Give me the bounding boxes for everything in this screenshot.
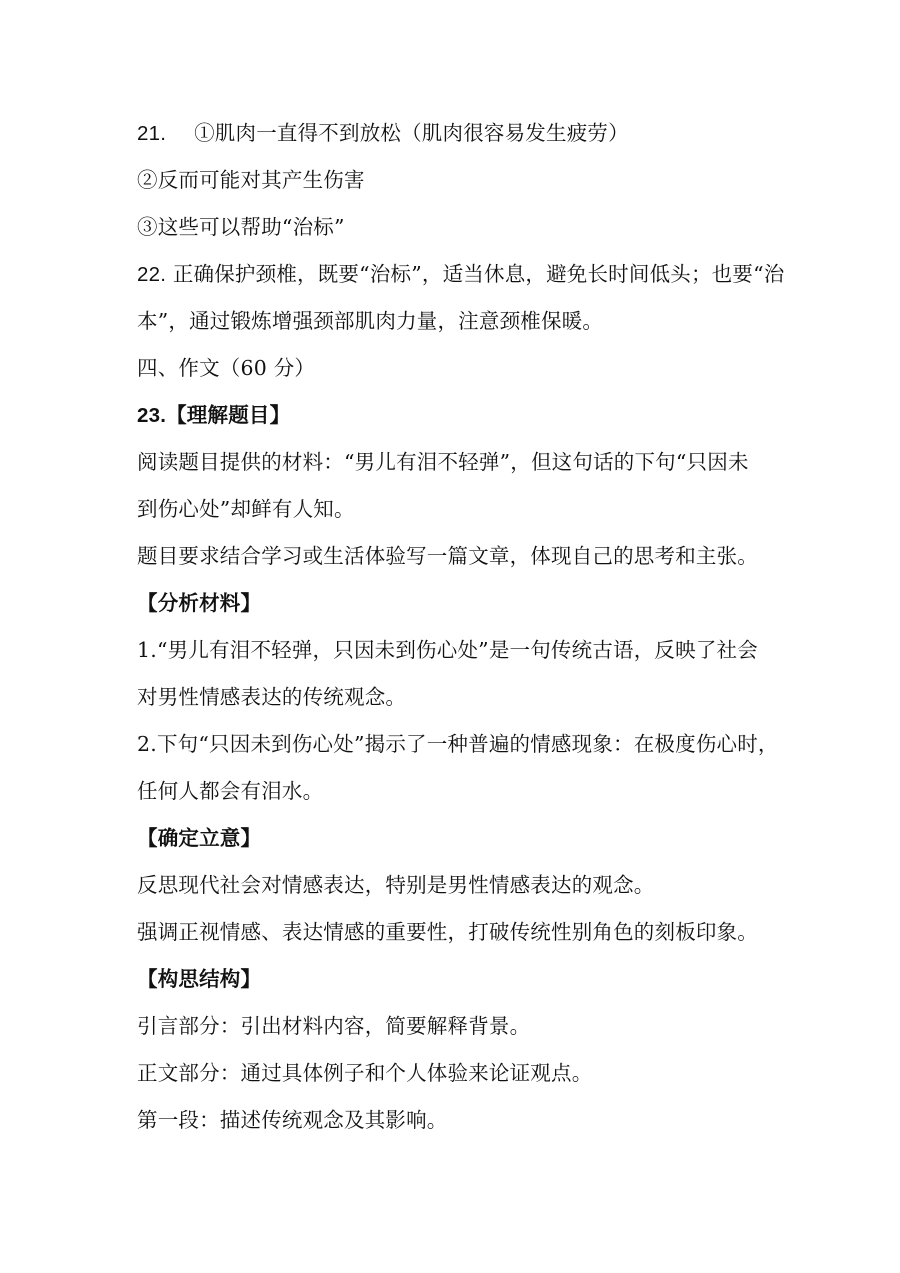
question-number: 23.: [137, 404, 167, 427]
question-number: 21.: [137, 122, 167, 145]
answer-21-line-2: [137, 165, 777, 195]
subheading-determine-theme: [137, 823, 777, 853]
paragraph-line: [137, 776, 777, 806]
subheading-analyze-material: [137, 588, 777, 618]
paragraph-line: [137, 870, 777, 900]
paragraph-line: [137, 1105, 777, 1135]
paragraph-text: 到伤心处”却鲜有人知。: [137, 497, 355, 521]
paragraph-text: 第一段：描述传统观念及其影响。: [137, 1108, 448, 1132]
answer-text: ①肌肉一直得不到放松（肌肉很容易发生疲劳）: [194, 121, 629, 145]
answer-22-line-1: [137, 259, 785, 290]
paragraph-line: [137, 494, 777, 524]
subheading-text: 【构思结构】: [137, 967, 262, 991]
section-heading-composition: [137, 353, 777, 383]
answer-21-line-3: [137, 212, 777, 242]
paragraph-line: [137, 917, 777, 947]
paragraph-text: 1.“男儿有泪不轻弹，只因未到伤心处”是一句传统古语，反映了社会: [137, 638, 758, 662]
paragraph-line: [137, 1058, 777, 1088]
paragraph-text: 任何人都会有泪水。: [137, 779, 324, 803]
subheading-text: 【理解题目】: [166, 403, 291, 427]
answer-text: 本”，通过锻炼增强颈部肌肉力量，注意颈椎保暖。: [137, 309, 604, 333]
paragraph-line: [137, 635, 777, 665]
paragraph-text: 2.下句“只因未到伤心处”揭示了一种普遍的情感现象：在极度伤心时，: [137, 732, 779, 756]
paragraph-line: [137, 541, 777, 571]
subheading-text: 【分析材料】: [137, 591, 262, 615]
section-title: 四、作文（60 分）: [137, 356, 316, 380]
question-number: 22.: [137, 263, 167, 286]
paragraph-line: [137, 682, 777, 712]
subheading-text: 【确定立意】: [137, 826, 262, 850]
answer-22-line-2: [137, 306, 777, 336]
paragraph-text: 引言部分：引出材料内容，简要解释背景。: [137, 1014, 531, 1038]
paragraph-text: 阅读题目提供的材料：“男儿有泪不轻弹”，但这句话的下句“只因未: [137, 450, 749, 474]
paragraph-line: [137, 447, 777, 477]
paragraph-text: 反思现代社会对情感表达，特别是男性情感表达的观念。: [137, 873, 655, 897]
paragraph-text: 正文部分：通过具体例子和个人体验来论证观点。: [137, 1061, 593, 1085]
answer-text: 正确保护颈椎，既要“治标”，适当休息，避免长时间低头；也要“治: [172, 262, 785, 286]
answer-text: ②反而可能对其产生伤害: [137, 168, 365, 192]
answer-21-line-1: [137, 118, 777, 149]
paragraph-text: 强调正视情感、表达情感的重要性，打破传统性别角色的刻板印象。: [137, 920, 758, 944]
answer-text: ③这些可以帮助“治标”: [137, 215, 345, 239]
paragraph-line: [137, 1011, 777, 1041]
subheading-structure: [137, 964, 777, 994]
paragraph-line: [137, 729, 777, 759]
paragraph-text: 题目要求结合学习或生活体验写一篇文章，体现自己的思考和主张。: [137, 544, 758, 568]
paragraph-text: 对男性情感表达的传统观念。: [137, 685, 407, 709]
subheading-understand-topic: [137, 400, 777, 431]
